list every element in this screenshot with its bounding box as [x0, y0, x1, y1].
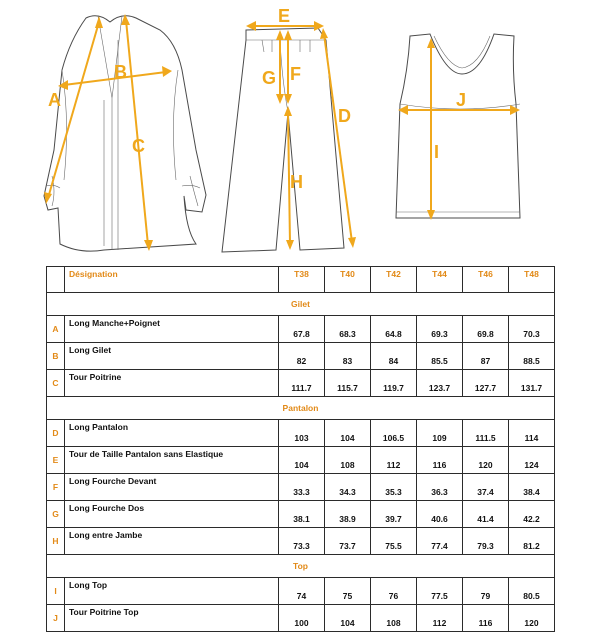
table-row: [47, 316, 555, 343]
row-value: 111.7: [279, 370, 325, 397]
row-value: 87: [463, 343, 509, 370]
label-h: H: [290, 172, 303, 192]
gilet-illustration: [44, 16, 206, 251]
label-d: D: [338, 106, 351, 126]
row-value: 79: [463, 578, 509, 605]
row-value: 81.2: [509, 528, 555, 555]
row-value: 75.5: [371, 528, 417, 555]
label-j: J: [456, 90, 467, 110]
row-value: 84: [371, 343, 417, 370]
row-value: 80.5: [509, 578, 555, 605]
row-code: A: [47, 316, 65, 343]
row-label: Long Manche+Poignet: [65, 316, 279, 343]
label-i: I: [434, 142, 440, 162]
row-value: 112: [417, 605, 463, 632]
row-code: I: [47, 578, 65, 605]
header-size: T40: [325, 267, 371, 293]
row-label: Long Top: [65, 578, 279, 605]
row-value: 33.3: [279, 474, 325, 501]
row-label: Tour de Taille Pantalon sans Elastique: [65, 447, 279, 474]
row-label: Long Fourche Dos: [65, 501, 279, 528]
row-value: 67.8: [279, 316, 325, 343]
row-value: 116: [417, 447, 463, 474]
row-code: F: [47, 474, 65, 501]
row-code: C: [47, 370, 65, 397]
row-value: 106.5: [371, 420, 417, 447]
row-value: 111.5: [463, 420, 509, 447]
header-size: T42: [371, 267, 417, 293]
row-value: 82: [279, 343, 325, 370]
top-illustration: [396, 34, 520, 218]
row-code: G: [47, 501, 65, 528]
row-value: 108: [325, 447, 371, 474]
section-row: [47, 397, 555, 420]
row-value: 83: [325, 343, 371, 370]
row-value: 73.3: [279, 528, 325, 555]
row-value: 119.7: [371, 370, 417, 397]
row-value: 115.7: [325, 370, 371, 397]
header-code-cell: [47, 267, 65, 293]
row-value: 88.5: [509, 343, 555, 370]
row-label: Long Gilet: [65, 343, 279, 370]
pantalon-illustration: [222, 28, 344, 252]
header-size: T48: [509, 267, 555, 293]
table-header-row: [47, 267, 555, 293]
table-row: [47, 578, 555, 605]
table-row: [47, 474, 555, 501]
row-label: Long Pantalon: [65, 420, 279, 447]
row-value: 104: [325, 605, 371, 632]
row-value: 42.2: [509, 501, 555, 528]
row-value: 131.7: [509, 370, 555, 397]
row-value: 34.3: [325, 474, 371, 501]
row-value: 74: [279, 578, 325, 605]
row-value: 77.5: [417, 578, 463, 605]
header-size: T38: [279, 267, 325, 293]
row-value: 70.3: [509, 316, 555, 343]
label-c: C: [132, 136, 145, 156]
section-title: Top: [47, 555, 555, 578]
header-size: T46: [463, 267, 509, 293]
table-row: [47, 605, 555, 632]
row-code: H: [47, 528, 65, 555]
row-value: 114: [509, 420, 555, 447]
row-value: 38.9: [325, 501, 371, 528]
header-size: T44: [417, 267, 463, 293]
measurement-lines: [44, 14, 520, 251]
row-value: 37.4: [463, 474, 509, 501]
row-value: 38.4: [509, 474, 555, 501]
garment-illustrations: [0, 0, 600, 262]
row-value: 69.3: [417, 316, 463, 343]
label-a: A: [48, 90, 61, 110]
section-row: [47, 293, 555, 316]
table-row: [47, 447, 555, 474]
row-label: Tour Poitrine Top: [65, 605, 279, 632]
row-value: 123.7: [417, 370, 463, 397]
row-value: 104: [279, 447, 325, 474]
label-g: G: [262, 68, 277, 88]
row-label: Long Fourche Devant: [65, 474, 279, 501]
label-b: B: [114, 62, 127, 82]
table-row: [47, 370, 555, 397]
row-label: Long entre Jambe: [65, 528, 279, 555]
row-value: 41.4: [463, 501, 509, 528]
row-value: 73.7: [325, 528, 371, 555]
row-code: D: [47, 420, 65, 447]
row-value: 100: [279, 605, 325, 632]
row-value: 120: [463, 447, 509, 474]
row-code: J: [47, 605, 65, 632]
row-value: 38.1: [279, 501, 325, 528]
table-row: [47, 501, 555, 528]
row-value: 120: [509, 605, 555, 632]
row-value: 36.3: [417, 474, 463, 501]
row-value: 40.6: [417, 501, 463, 528]
row-value: 77.4: [417, 528, 463, 555]
row-value: 116: [463, 605, 509, 632]
section-row: [47, 555, 555, 578]
row-value: 112: [371, 447, 417, 474]
row-value: 127.7: [463, 370, 509, 397]
row-value: 75: [325, 578, 371, 605]
label-f: F: [290, 64, 301, 84]
row-value: 103: [279, 420, 325, 447]
table-row: [47, 528, 555, 555]
row-value: 64.8: [371, 316, 417, 343]
row-value: 109: [417, 420, 463, 447]
row-value: 124: [509, 447, 555, 474]
label-e: E: [278, 6, 291, 26]
row-value: 35.3: [371, 474, 417, 501]
row-value: 79.3: [463, 528, 509, 555]
section-title: Gilet: [47, 293, 555, 316]
size-chart-table: [46, 266, 555, 632]
table-row: [47, 420, 555, 447]
row-value: 76: [371, 578, 417, 605]
row-value: 85.5: [417, 343, 463, 370]
row-code: B: [47, 343, 65, 370]
row-code: E: [47, 447, 65, 474]
row-value: 69.8: [463, 316, 509, 343]
row-value: 104: [325, 420, 371, 447]
table-row: [47, 343, 555, 370]
section-title: Pantalon: [47, 397, 555, 420]
row-label: Tour Poitrine: [65, 370, 279, 397]
header-designation: Désignation: [65, 267, 279, 293]
row-value: 39.7: [371, 501, 417, 528]
row-value: 108: [371, 605, 417, 632]
row-value: 68.3: [325, 316, 371, 343]
